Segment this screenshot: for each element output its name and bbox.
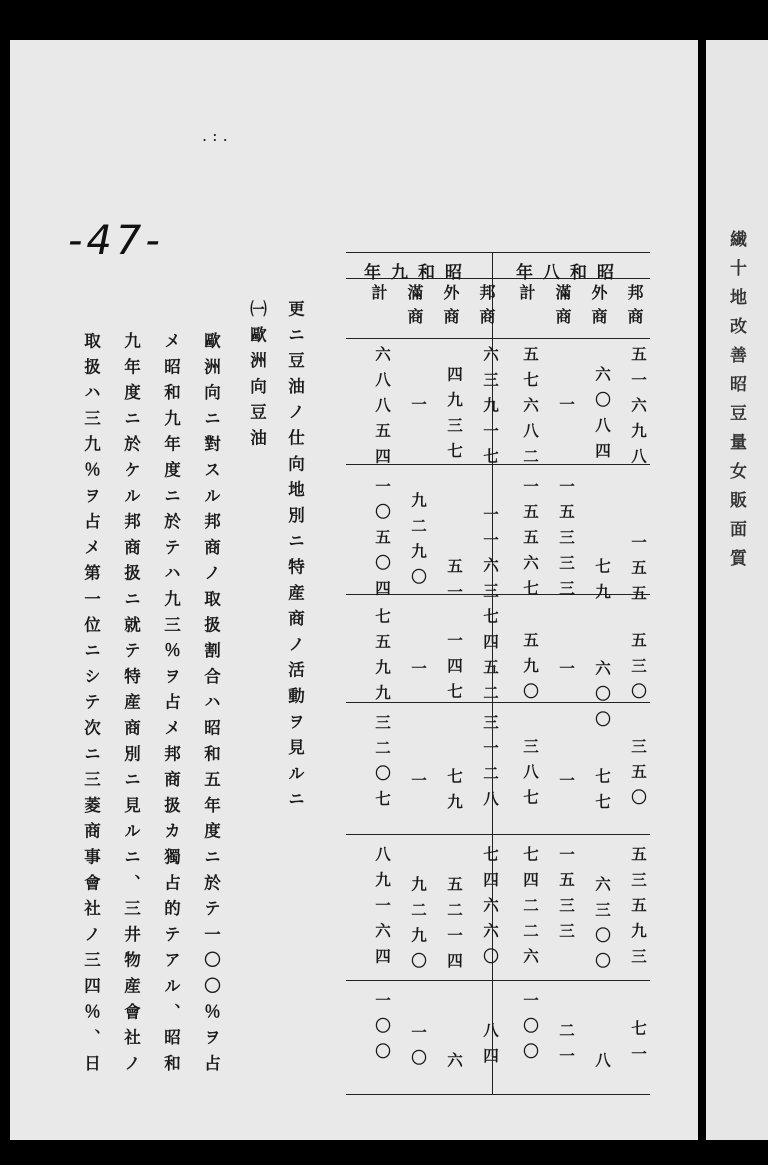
cell: 一 (557, 660, 576, 686)
cell: 七四六六〇 (481, 846, 500, 974)
cell: 九二九〇 (409, 876, 428, 978)
subheader-mansho-8: 滿商 (553, 284, 572, 332)
cell: 一四七 (445, 632, 464, 709)
cell: 七七 (593, 768, 612, 819)
year-header-showa-8: 昭和八年 (516, 263, 624, 283)
cell: 五七六八二 (521, 346, 540, 474)
body-column-3: 歐洲向ニ對スル邦商ノ取扱割合ハ昭和五年度ニ於テ一〇〇％ヲ占 (201, 332, 221, 1081)
cell: 五一六九八 (629, 346, 648, 474)
cell: 八九一六四 (373, 846, 392, 974)
cell: 六八八五四 (373, 346, 392, 474)
cell: 六三九一七 (481, 346, 500, 474)
cell: 九二九〇 (409, 492, 428, 594)
cell: 三一二八 (481, 714, 500, 816)
body-column-5: 九年度ニ於ケル邦商扱ニ就テ特産商別ニ見ルニ、三井物産會社ノ (121, 332, 141, 1081)
cell: 五三〇 (629, 632, 648, 709)
body-column-2: ㈠歐洲向豆油 (247, 300, 267, 455)
cell: 五九〇 (521, 632, 540, 709)
subheader-hosho-8: 邦商 (625, 284, 644, 332)
cell: 七五九九 (373, 608, 392, 710)
cell: 四九三七 (445, 366, 464, 468)
cell: 七九 (445, 768, 464, 819)
cell: 六 (445, 1052, 464, 1078)
page-number: -47- (68, 218, 164, 264)
body-column-1: 更ニ豆油ノ仕向地別ニ特産商ノ活動ヲ見ルニ (285, 300, 305, 816)
cell: 一五五六七 (521, 478, 540, 606)
cell: 五二一四 (445, 876, 464, 978)
cell: 六三〇〇 (593, 876, 612, 978)
cell: 三二〇七 (373, 714, 392, 816)
body-column-6: 取扱ハ三九％ヲ占メ第一位ニシテ次ニ三菱商事會社ノ三四％、日 (81, 332, 101, 1081)
subheader-total-9: 計 (369, 284, 388, 308)
cell: 七四二二六 (521, 846, 540, 974)
cell: 五一 (445, 558, 464, 609)
adjacent-page-text: 繊十地改善昭豆量女販面質 (726, 230, 746, 578)
cell: 七一 (629, 1020, 648, 1071)
cell: 六〇八四 (593, 366, 612, 468)
cell: 一〇〇 (373, 992, 392, 1069)
subheader-gaisho-9: 外商 (441, 284, 460, 332)
subheader-hosho-9: 邦商 (477, 284, 496, 332)
cell: 一〇 (409, 1024, 428, 1075)
cell: 六〇〇 (593, 660, 612, 737)
cell: 一〇五〇四 (373, 478, 392, 606)
cell: 一五三三三 (557, 478, 576, 606)
page-marks: . : . (202, 126, 228, 145)
year-header-showa-9: 昭和九年 (364, 263, 472, 283)
body-column-4: メ昭和九年度ニ於テハ九三％ヲ占メ邦商扱カ獨占的テアル、昭和 (161, 332, 181, 1081)
subheader-gaisho-8: 外商 (589, 284, 608, 332)
subheader-total-8: 計 (517, 284, 536, 308)
cell: 一 (409, 396, 428, 422)
subheader-mansho-9: 滿商 (405, 284, 424, 332)
adjacent-page-edge (706, 40, 768, 1140)
cell: 七九 (593, 558, 612, 609)
cell: 二一 (557, 1022, 576, 1073)
cell: 一五三三 (557, 846, 576, 948)
cell: 八四 (481, 1022, 500, 1073)
document-page (10, 40, 698, 1140)
statistics-table (346, 252, 650, 1094)
cell: 一〇〇 (521, 992, 540, 1069)
cell: 一五五 (629, 534, 648, 611)
cell: 三五〇 (629, 738, 648, 815)
cell: 八 (593, 1052, 612, 1078)
cell: 三八七 (521, 738, 540, 815)
cell: 一 (557, 396, 576, 422)
cell: 一 (557, 772, 576, 798)
cell: 七四五二 (481, 608, 500, 710)
cell: 一 (409, 660, 428, 686)
cell: 一 (409, 772, 428, 798)
cell: 五三五九三 (629, 846, 648, 974)
cell: 一一六三 (481, 506, 500, 608)
